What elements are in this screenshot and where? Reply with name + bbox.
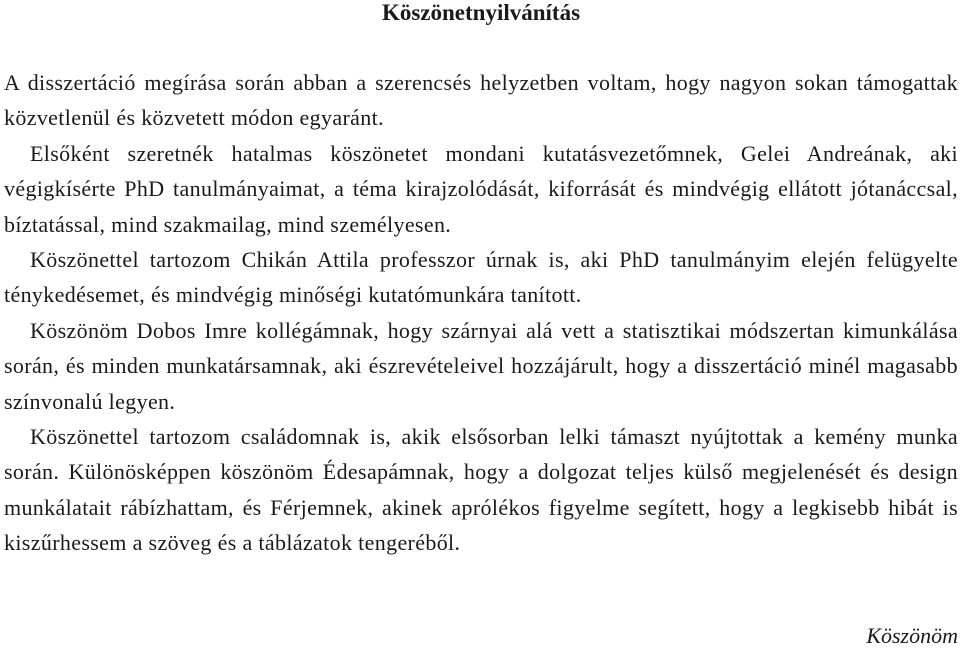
document-body (4, 65, 958, 561)
paragraph-family: Köszönettel tartozom családomnak is, akik elsősorban lelki támaszt nyújtottak a kemény munka során. Különösképpen köszönöm Édesapámnak, hogy a dolgozat teljes külső megjelenését és design munkálatait rábízhattam, és Férjemnek, akinek aprólékos figyelme segített, hogy a legkisebb hibát is kiszűrhessem a szöveg és a táblázatok tengeréből. (4, 424, 958, 556)
paragraph-colleagues: Köszönöm Dobos Imre kollégámnak, hogy szárnyai alá vett a statisztikai módszertan kimunkálása során, és minden munkatársamnak, aki észrevételeivel hozzájárult, hogy a disszertáció minél magasabb színvonalú legyen. (4, 317, 958, 414)
document-page (4, 0, 958, 653)
closing-signature: Köszönöm (866, 623, 958, 648)
paragraph-professor: Köszönettel tartozom Chikán Attila professzor úrnak is, aki PhD tanulmányim elején felügyelte ténykedésemet, és mindvégig minőségi kutatómunkára tanított. (4, 247, 958, 308)
page-title: Köszönetnyilvánítás (381, 0, 581, 25)
paragraph-supervisor: Elsőként szeretnék hatalmas köszönetet mondani kutatásvezetőmnek, Gelei Andreának, aki végigkísérte PhD tanulmányaimat, a téma kirajzolódását, kiforrását és mindvégig ellátott jótanáccsal, bíztatással, mind szakmailag, mind személyesen. (4, 140, 958, 237)
paragraph-intro: A disszertáció megírása során abban a szerencsés helyzetben voltam, hogy nagyon sokan támogattak közvetlenül és közvetett módon egyaránt. (4, 70, 958, 131)
